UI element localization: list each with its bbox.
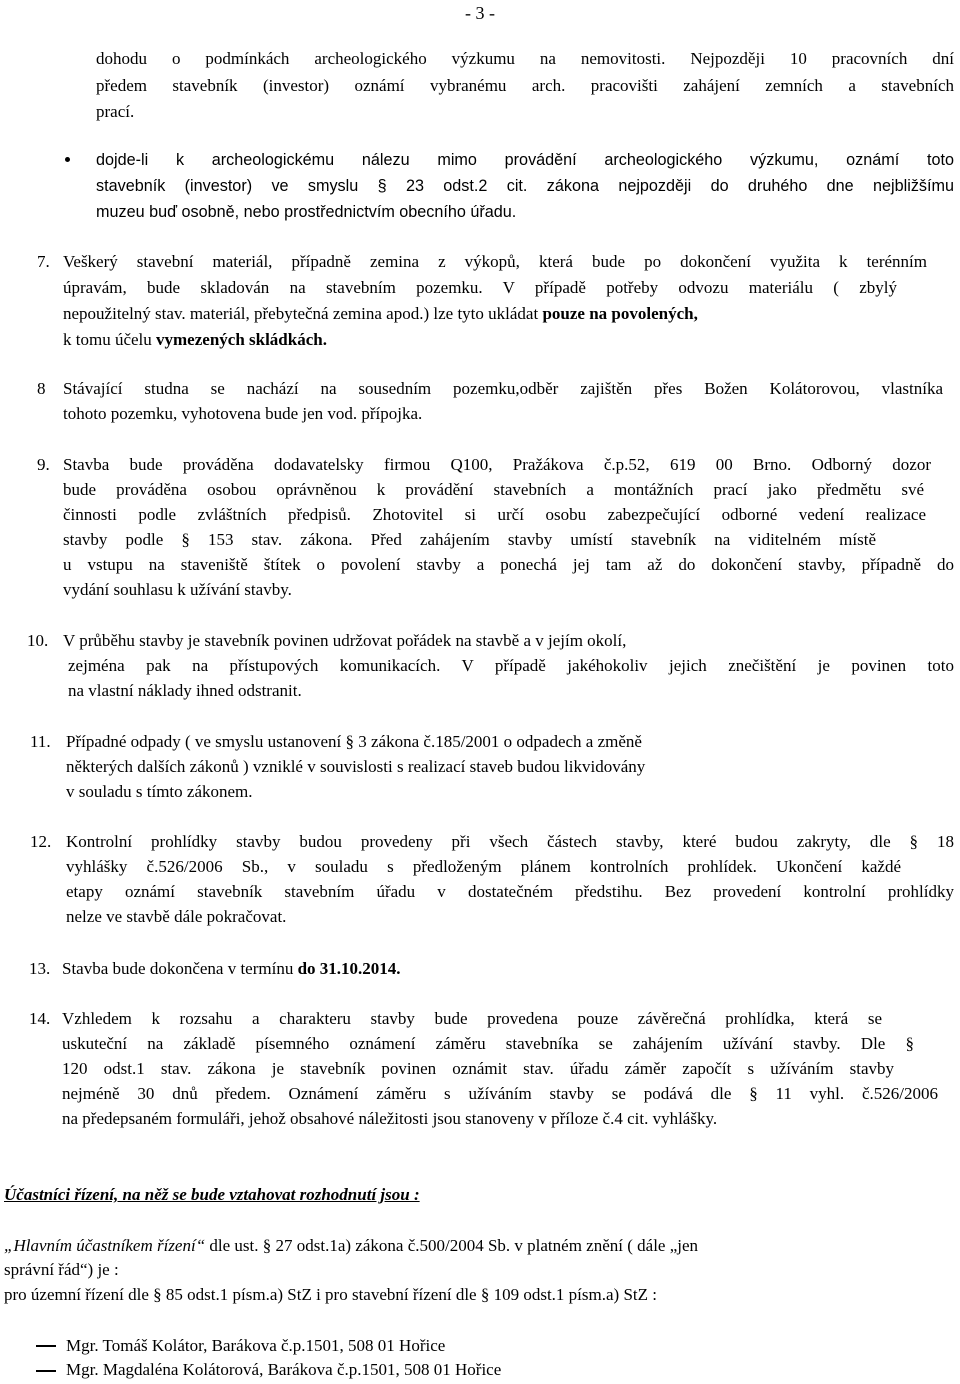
item-number: 7. [37, 252, 50, 271]
participants-main-line [4, 1235, 698, 1257]
item-14-line: nejméně 30 dnů předem. Oznámení záměru s užíváním stavby se podává dle § 11 vyhl. č.526/2006 [62, 1084, 938, 1103]
page-number: - 3 - [465, 3, 495, 23]
item-8-line: Stávající studna se nachází na sousedním pozemku,odběr zajištěn přes Božen Kolátorovou, vlastníka [63, 379, 943, 398]
item-9-line: bude prováděna osobou oprávněnou k provádění stavebních a montážních prací jako předmětu své [63, 480, 924, 499]
participants-line: správní řád“) je : [4, 1260, 119, 1279]
participant-person: Mgr. Tomáš Kolátor, Barákova č.p.1501, 508 01 Hořice [66, 1336, 446, 1355]
participant-person: Mgr. Magdaléna Kolátorová, Barákova č.p.1501, 508 01 Hořice [66, 1360, 502, 1379]
item-11-line: Případné odpady ( ve smyslu ustanovení § 3 zákona č.185/2001 o odpadech a změně [66, 732, 642, 751]
item-7-line [63, 303, 698, 325]
item-11-line: některých dalších zákonů ) vzniklé v souvislosti s realizací staveb budou likvidovány [66, 757, 646, 776]
participants-line: pro územní řízení dle § 85 odst.1 písm.a) StZ i pro stavební řízení dle § 109 odst.1 písm.a) StZ : [4, 1285, 657, 1304]
item-9-line: u vstupu na staveniště štítek o povolení stavby a ponechá jej tam až do dokončení stavby, případně do [63, 555, 954, 574]
dash-icon [36, 1370, 56, 1372]
item-9-line: činnosti podle zvláštních předpisů. Zhotovitel si určí osobu zabezpečující odborné vedení realizace [63, 505, 926, 524]
item-9-line: vydání souhlasu k užívání stavby. [63, 580, 292, 599]
bullet-line: dojde-li k archeologickému nálezu mimo provádění archeologického výzkumu, oznámí toto [96, 151, 954, 169]
item-number: 14. [29, 1009, 51, 1028]
item-8-line: tohoto pozemku, vyhotovena bude jen vod. přípojka. [63, 404, 423, 423]
item-10-line: na vlastní náklady ihned odstranit. [68, 681, 302, 700]
item-14-line: uskuteční na základě písemného oznámení záměru stavebníka se zahájením užívání stavby. Dle § [62, 1034, 914, 1053]
item-13-text: Stavba bude dokončena v termínu [62, 959, 294, 978]
dash-icon [36, 1345, 56, 1347]
item-number: 10. [27, 631, 49, 650]
item-9-line: Stavba bude prováděna dodavatelsky firmou Q100, Pražákova č.p.52, 619 00 Brno. Odborný dozor [63, 455, 931, 474]
bullet-line: muzeu buď osobně, nebo prostřednictvím obecního úřadu. [96, 203, 517, 221]
item-7-line: Veškerý stavební materiál, případně zemina z výkopů, která bude po dokončení využita k terénním [63, 252, 927, 271]
item-10-line: zejména pak na přístupových komunikacích. V případě jakéhokoliv jejich znečištění je povinen toto [68, 656, 954, 675]
item-7-bold: vymezených skládkách. [156, 330, 327, 349]
item-14-line: na předepsaném formuláři, jehož obsahové náležitosti jsou stanoveny v příloze č.4 cit. vyhlášky. [62, 1109, 718, 1128]
item-14-line: Vzhledem k rozsahu a charakteru stavby bude provedena pouze závěrečná prohlídka, která se [62, 1009, 882, 1028]
item-12-line: Kontrolní prohlídky stavby budou provedeny při všech částech stavby, které budou zakryty, dle § 18 [66, 832, 954, 851]
item-number: 8 [37, 379, 46, 398]
item-12-line: vyhlášky č.526/2006 Sb., v souladu s předloženým plánem kontrolních prohlídek. Ukončení každé [66, 857, 901, 876]
item-number: 12. [30, 832, 52, 851]
item-7-text: k tomu účelu [63, 330, 152, 349]
main-participant-text: dle ust. § 27 odst.1a) zákona č.500/2004 Sb. v platném znění ( dále „jen [205, 1236, 699, 1255]
intro-line: předem stavebník (investor) oznámí vybranému arch. pracovišti zahájení zemních a stavebních [96, 76, 954, 95]
item-9-line: stavby podle § 153 stav. zákona. Před zahájením stavby umístí stavebník na viditelném místě [63, 530, 876, 549]
item-7-line [63, 329, 327, 351]
item-number: 9. [37, 455, 50, 474]
item-12-line: nelze ve stavbě dále pokračovat. [66, 907, 287, 926]
intro-line: prací. [96, 102, 135, 121]
item-7-bold: pouze na povolených, [542, 304, 698, 323]
bullet-icon [65, 157, 70, 162]
participants-heading: Účastníci řízení, na něž se bude vztahovat rozhodnutí jsou : [4, 1185, 420, 1204]
item-number: 11. [30, 732, 51, 751]
completion-date: do 31.10.2014. [297, 959, 401, 978]
item-number: 13. [29, 959, 51, 978]
item-12-line: etapy oznámí stavebník stavebním úřadu v dostatečném předstihu. Bez provedení kontrolní prohlídky [66, 882, 954, 901]
item-11-line: v souladu s tímto zákonem. [66, 782, 253, 801]
item-14-line: 120 odst.1 stav. zákona je stavebník povinen oznámit stav. úřadu záměr započít s užíváním stavby [62, 1059, 894, 1078]
intro-line: dohodu o podmínkách archeologického výzkumu na nemovitosti. Nejpozději 10 pracovních dní [96, 49, 954, 68]
item-13-line [62, 958, 401, 980]
main-participant-label: „Hlavním účastníkem řízení“ [4, 1236, 206, 1255]
item-7-line: úpravám, bude skladován na stavebním pozemku. V případě potřeby odvozu materiálu ( zbylý [63, 278, 897, 297]
item-10-line: V průběhu stavby je stavebník povinen udržovat pořádek na stavbě a v jejím okolí, [63, 631, 627, 650]
item-7-text: nepoužitelný stav. materiál, přebytečná zemina apod.) lze tyto ukládat [63, 304, 539, 323]
bullet-line: stavebník (investor) ve smyslu § 23 odst.2 cit. zákona nejpozději do druhého dne nejbližšímu [96, 177, 954, 195]
